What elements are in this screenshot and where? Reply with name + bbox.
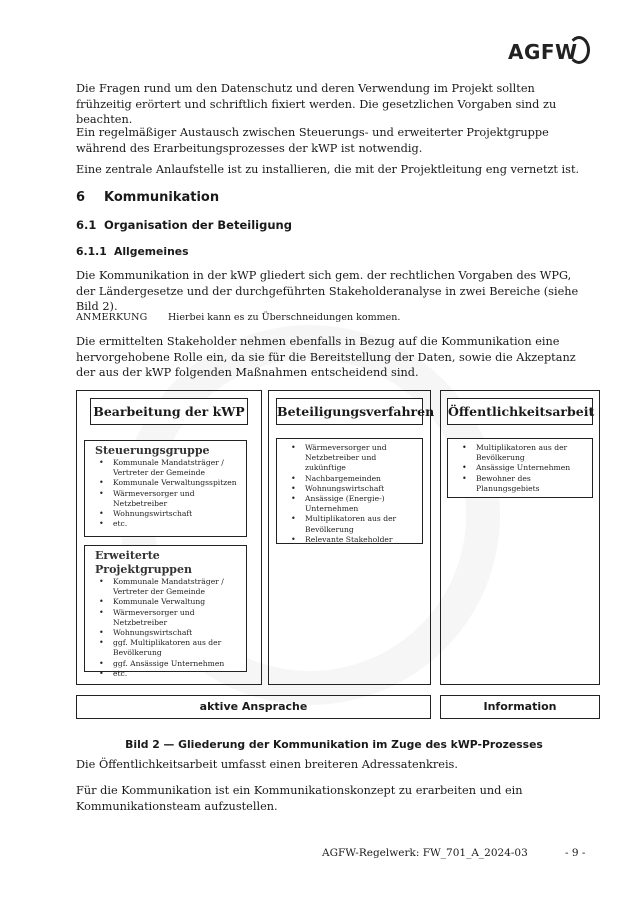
box-beteiligung-stakeholder [276,438,423,544]
paragraph-anlaufstelle: Eine zentrale Anlaufstelle ist zu installieren, die mit der Projektleitung eng vernetzt ist. [76,163,580,176]
box-title: Erweiterte Projektgruppen [95,549,192,576]
paragraph-kommunikationskonzept: Für die Kommunikation ist ein Kommunikationskonzept zu erarbeiten und ein Kommunikationsteam aufzustellen. [76,784,523,813]
heading-text: Kommunikation [104,190,220,205]
heading-6 [76,190,219,205]
note [76,312,400,323]
list-item: • Ansässige Unternehmen [476,463,586,473]
list-item: • ggf. Multiplikatoren aus der Bevölkerung [113,638,240,658]
footer-doc-reference: AGFW-Regelwerk: FW_701_A_2024-03 [322,847,528,859]
list-item: • Wärmeversorger und Netzbetreiber und zukünftige [305,443,416,474]
list-item: • Ansässige (Energie-) Unternehmen [305,494,416,514]
heading-text: Organisation der Beteiligung [104,218,292,232]
list-item: • Multiplikatoren aus der Bevölkerung [476,443,586,463]
list-item: • etc. [113,669,240,679]
list-item: • Wohnungswirtschaft [113,628,240,638]
heading-6-1-1 [76,245,189,258]
box-title: Steuerungsgruppe [95,444,210,457]
footer-page-number: - 9 - [565,847,586,859]
list-item: • Kommunale Verwaltung [113,597,240,607]
list-item: • Wärmeversorger und Netzbetreiber [113,608,240,628]
logo-ring-icon [568,36,590,64]
footer-information: Information [440,695,600,719]
heading-number: 6 [76,190,86,205]
beteiligung-list [287,443,416,545]
note-text: Hierbei kann es zu Überschneidungen kommen. [168,312,401,323]
list-item: • Kommunale Verwaltungsspitzen [113,478,240,488]
list-item: • Relevante Stakeholder [305,535,416,545]
list-item: • Bewohner des Planungsgebiets [476,474,586,494]
list-item: • Wohnungswirtschaft [113,509,240,519]
figure-column-oeffentlichkeit [440,390,600,685]
heading-number: 6.1 [76,218,97,232]
oeffentlichkeit-list [458,443,586,494]
heading-text: Allgemeines [114,245,189,258]
note-label: ANMERKUNG [76,312,148,323]
box-oeffentlichkeit-stakeholder [447,438,593,498]
heading-6-1 [76,218,292,232]
box-erweiterte-projektgruppen [84,545,247,678]
projektgruppen-list [95,577,240,679]
list-item: • Kommunale Mandatsträger / Vertreter der Gemeinde [113,458,240,478]
box-steuerungsgruppe [84,440,247,537]
list-item: • ggf. Ansässige Unternehmen [113,659,240,669]
paragraph-datenschutz: Die Fragen rund um den Datenschutz und deren Verwendung im Projekt sollten frühzeitig erörtert und schriftlich fixiert werden. Die gesetzlichen Vorgaben sind zu beachten. [76,82,557,126]
footer-aktive-ansprache: aktive Ansprache [76,695,431,719]
paragraph-kommunikation: Die Kommunikation in der kWP gliedert sich gem. der rechtlichen Vorgaben des WPG, der Ländergesetze und der durchgeführten Stakeholderanalyse in zwei Bereiche (siehe Bild 2). [76,269,579,313]
list-item: • Wärmeversorger und Netzbetreiber [113,489,240,509]
column-title-beteiligung: Beteiligungsverfahren [276,398,423,425]
agfw-logo [508,34,590,70]
list-item: • Multiplikatoren aus der Bevölkerung [305,514,416,534]
list-item: • etc. [113,519,240,529]
logo-text: AGFW [508,40,578,64]
heading-number: 6.1.1 [76,245,107,258]
list-item: • Kommunale Mandatsträger / Vertreter der Gemeinde [113,577,240,597]
paragraph-austausch: Ein regelmäßiger Austausch zwischen Steuerungs- und erweiterter Projektgruppe während des Erarbeitungsprozesses der kWP ist notwendig. [76,126,549,155]
paragraph-stakeholder: Die ermittelten Stakeholder nehmen ebenfalls in Bezug auf die Kommunikation eine hervorgehobene Rolle ein, da sie für die Bereitstellung der Daten, sowie die Akzeptanz der aus der kWP folgenden Maßnahmen entscheidend sind. [76,335,576,379]
steuerungsgruppe-list [95,458,240,529]
list-item: • Nachbargemeinden [305,474,416,484]
paragraph-oeffentlichkeitsarbeit: Die Öffentlichkeitsarbeit umfasst einen breiteren Adressatenkreis. [76,758,458,771]
figure-caption: Bild 2 — Gliederung der Kommunikation im Zuge des kWP-Prozesses [125,738,543,751]
list-item: • Wohnungswirtschaft [305,484,416,494]
column-title-oeffentlichkeit: Öffentlichkeitsarbeit [447,398,593,425]
column-title-bearbeitung: Bearbeitung der kWP [90,398,248,425]
